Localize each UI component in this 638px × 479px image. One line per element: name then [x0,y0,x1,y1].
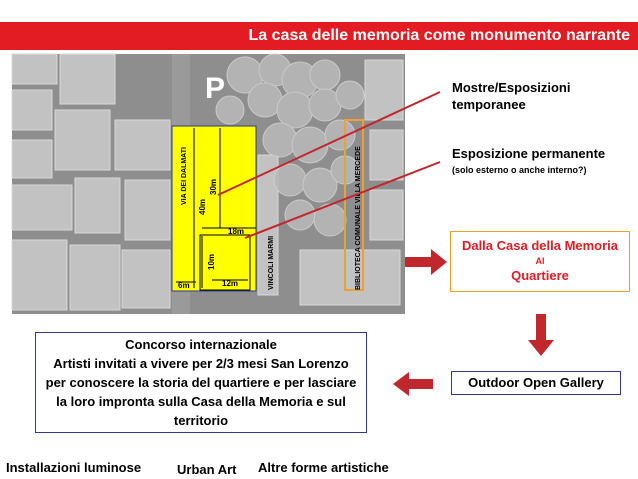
concorso-title: Concorso internazionale [125,337,277,352]
gallery-label: Outdoor Open Gallery [468,375,604,390]
dim-label-12m: 12m [222,279,239,288]
dim-label-6m: 6m [178,281,190,290]
dim-label-30m: 30m [209,178,218,195]
label-esposizione-permanente: Esposizione permanente [452,146,606,161]
quartiere-box [450,231,630,292]
arrow-down-icon [528,314,554,356]
arrow-right-icon [405,249,447,275]
quartiere-line1: Dalla Casa della Memoria [461,238,619,253]
concorso-body: Artisti invitati a vivere per 2/3 mesi San Lorenzo per conoscere la storia del quartiere e per lasciare la loro impronta sulla Casa della Memoria e sul territorio [45,356,357,428]
footer-installazioni: Installazioni luminose [6,460,142,475]
quartiere-line2: Al [535,256,545,266]
footer-urban-art: Urban Art [177,462,237,477]
street-label-via-dei-dalmati: VIA DEI DALMATI [181,147,188,205]
dim-label-10m: 10m [207,253,216,270]
slide-title: La casa delle memoria come monumento narrante [0,22,638,50]
label-mostre-text: Mostre/Esposizioni temporanee [452,80,571,112]
quartiere-line3: Quartiere [511,268,569,283]
footer-altre-forme: Altre forme artistiche [258,460,389,475]
label-mostre [452,79,602,113]
street-label-vincoli-marmi: VINCOLI MARMI [268,235,275,290]
arrow-left-icon [393,372,433,396]
parking-label: P [205,72,226,105]
label-esposizione-note: (solo esterno o anche interno?) [452,165,587,175]
dim-label-40m: 40m [198,198,207,215]
gallery-box [451,371,621,395]
dim-label-18m: 18m [228,227,245,236]
concorso-box [35,332,367,433]
library-label: BIBLIOTECA COMUNALE VILLA MERCEDE [355,146,362,290]
